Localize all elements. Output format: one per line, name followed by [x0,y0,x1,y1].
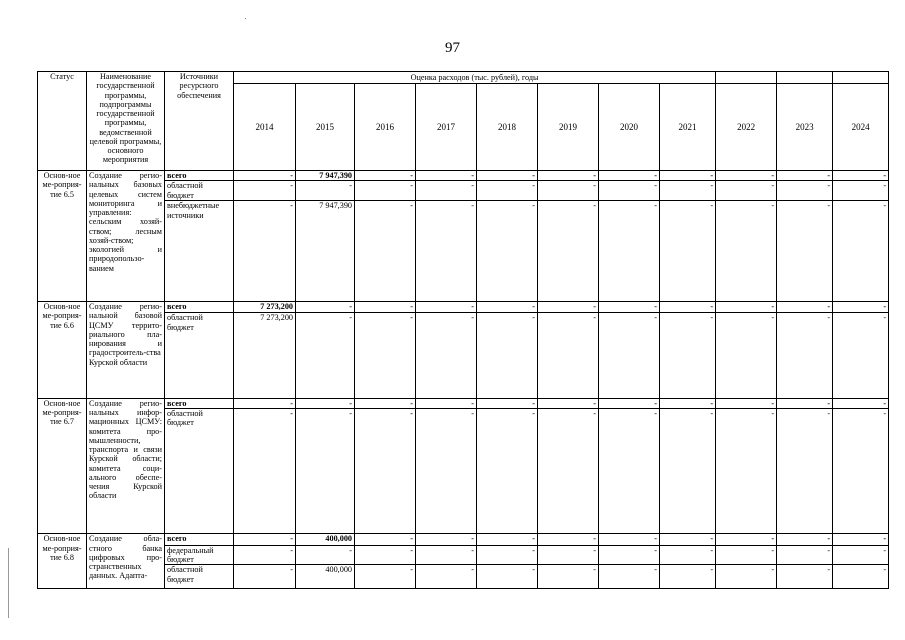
value-cell-2015: 7 947,390 [296,201,355,302]
value-cell-2024: - [833,565,889,589]
value-cell-2023: - [777,565,833,589]
value-cell-2023: - [777,181,833,201]
year-header-2015: 2015 [296,84,355,171]
value-cell-2020: - [599,565,660,589]
value-cell-2018: - [477,545,538,565]
value-cell-2019: - [538,409,599,534]
expense-table [37,71,889,589]
value-cell-2021: - [660,398,716,408]
value-cell-2016: - [355,409,416,534]
value-cell-2016: - [355,565,416,589]
header-blank-cell [833,72,889,84]
value-cell-2022: - [716,545,777,565]
table-row [38,181,889,201]
value-cell-2014: - [234,398,296,408]
table-row [38,534,889,545]
status-cell: Основ-ное ме-роприя-тие 6.6 [38,302,87,399]
value-cell-2022: - [716,313,777,399]
value-cell-2024: - [833,171,889,181]
value-cell-2015: - [296,181,355,201]
value-cell-2015: 400,000 [296,565,355,589]
value-cell-2020: - [599,534,660,545]
value-cell-2014: - [234,409,296,534]
value-cell-2014: - [234,565,296,589]
value-cell-2022: - [716,565,777,589]
value-cell-2022: - [716,302,777,313]
year-header-2016: 2016 [355,84,416,171]
value-cell-2020: - [599,171,660,181]
scan-speck [245,18,246,19]
value-cell-2014: 7 273,200 [234,302,296,313]
source-cell: федеральный бюджет [165,545,234,565]
value-cell-2015: 400,000 [296,534,355,545]
value-cell-2020: - [599,201,660,302]
value-cell-2020: - [599,302,660,313]
value-cell-2018: - [477,409,538,534]
value-cell-2019: - [538,201,599,302]
value-cell-2022: - [716,409,777,534]
header-sources: Источники ресурсного обеспечения [165,72,234,171]
value-cell-2021: - [660,302,716,313]
value-cell-2014: - [234,181,296,201]
source-cell: всего [165,302,234,313]
value-cell-2021: - [660,409,716,534]
value-cell-2018: - [477,302,538,313]
value-cell-2023: - [777,313,833,399]
value-cell-2016: - [355,398,416,408]
value-cell-2024: - [833,313,889,399]
value-cell-2018: - [477,171,538,181]
value-cell-2024: - [833,181,889,201]
value-cell-2015: - [296,313,355,399]
source-cell: областной бюджет [165,565,234,589]
value-cell-2021: - [660,545,716,565]
value-cell-2017: - [416,565,477,589]
value-cell-2020: - [599,181,660,201]
value-cell-2020: - [599,409,660,534]
scan-margin-line [8,548,9,618]
value-cell-2024: - [833,201,889,302]
value-cell-2017: - [416,398,477,408]
value-cell-2017: - [416,171,477,181]
source-cell: всего [165,534,234,545]
value-cell-2022: - [716,201,777,302]
source-cell: внебюджетные источники [165,201,234,302]
table-row [38,201,889,302]
value-cell-2016: - [355,171,416,181]
header-blank-cell [777,72,833,84]
value-cell-2021: - [660,201,716,302]
measure-name-cell: Создание обла-стного банка цифровых про-странственных данных. Адапта- [87,534,165,589]
year-header-2022: 2022 [716,84,777,171]
value-cell-2016: - [355,545,416,565]
value-cell-2019: - [538,313,599,399]
status-cell: Основ-ное ме-роприя-тие 6.5 [38,171,87,302]
value-cell-2024: - [833,409,889,534]
table-row [38,565,889,589]
source-cell: всего [165,398,234,408]
value-cell-2015: - [296,545,355,565]
value-cell-2019: - [538,565,599,589]
header-status: Статус [38,72,87,171]
header-blank-cell [716,72,777,84]
value-cell-2017: - [416,534,477,545]
value-cell-2016: - [355,201,416,302]
value-cell-2022: - [716,534,777,545]
value-cell-2015: - [296,302,355,313]
status-cell: Основ-ное ме-роприя-тие 6.8 [38,534,87,589]
value-cell-2020: - [599,313,660,399]
year-header-2014: 2014 [234,84,296,171]
value-cell-2022: - [716,398,777,408]
value-cell-2018: - [477,181,538,201]
table-row [38,302,889,313]
measure-name-cell: Создание регио-нальной базовой ЦСМУ террито-риального пла-нирования и градостроитель-ства Курской области [87,302,165,399]
value-cell-2022: - [716,181,777,201]
value-cell-2024: - [833,545,889,565]
source-cell: всего [165,171,234,181]
value-cell-2019: - [538,171,599,181]
year-header-2021: 2021 [660,84,716,171]
value-cell-2015: - [296,398,355,408]
value-cell-2018: - [477,565,538,589]
table-row [38,545,889,565]
table-body [38,171,889,589]
value-cell-2024: - [833,302,889,313]
value-cell-2015: - [296,409,355,534]
value-cell-2014: - [234,534,296,545]
value-cell-2017: - [416,545,477,565]
value-cell-2021: - [660,534,716,545]
value-cell-2024: - [833,398,889,408]
value-cell-2016: - [355,302,416,313]
value-cell-2018: - [477,398,538,408]
value-cell-2023: - [777,545,833,565]
year-header-2020: 2020 [599,84,660,171]
page-number: 97 [445,40,460,56]
year-header-2024: 2024 [833,84,889,171]
value-cell-2017: - [416,302,477,313]
value-cell-2023: - [777,201,833,302]
table-row [38,313,889,399]
measure-name-cell: Создание регио-нальных базовых целевых систем мониторинга и управления: сельским хозяй-ством; лесным хозяй-ством; экологией и природопользо-ванием [87,171,165,302]
value-cell-2014: 7 273,200 [234,313,296,399]
table-row [38,409,889,534]
header-name: Наименование государственной программы, подпрограммы государственной программы, ведомственной целевой программы, основного мероприятия [87,72,165,171]
value-cell-2024: - [833,534,889,545]
table-row [38,398,889,408]
year-header-2019: 2019 [538,84,599,171]
value-cell-2019: - [538,181,599,201]
source-cell: областной бюджет [165,181,234,201]
value-cell-2021: - [660,181,716,201]
value-cell-2016: - [355,534,416,545]
value-cell-2014: - [234,545,296,565]
value-cell-2018: - [477,201,538,302]
value-cell-2016: - [355,313,416,399]
value-cell-2019: - [538,398,599,408]
measure-name-cell: Создание регио-нальных инфор-мационных ЦСМУ: комитета про-мышленности, транспорта и связи Курской области; комитета соци-ального обеспе-чения Курской области [87,398,165,534]
value-cell-2017: - [416,313,477,399]
value-cell-2019: - [538,545,599,565]
value-cell-2021: - [660,171,716,181]
status-cell: Основ-ное ме-роприя-тие 6.7 [38,398,87,534]
year-header-2018: 2018 [477,84,538,171]
value-cell-2014: - [234,171,296,181]
value-cell-2021: - [660,313,716,399]
value-cell-2021: - [660,565,716,589]
value-cell-2022: - [716,171,777,181]
source-cell: областной бюджет [165,313,234,399]
value-cell-2017: - [416,181,477,201]
value-cell-2015: 7 947,390 [296,171,355,181]
value-cell-2023: - [777,534,833,545]
value-cell-2023: - [777,171,833,181]
value-cell-2017: - [416,201,477,302]
value-cell-2023: - [777,398,833,408]
value-cell-2020: - [599,398,660,408]
value-cell-2018: - [477,534,538,545]
year-header-2023: 2023 [777,84,833,171]
value-cell-2019: - [538,534,599,545]
value-cell-2020: - [599,545,660,565]
value-cell-2023: - [777,302,833,313]
value-cell-2016: - [355,181,416,201]
source-cell: областной бюджет [165,409,234,534]
value-cell-2018: - [477,313,538,399]
year-header-2017: 2017 [416,84,477,171]
value-cell-2017: - [416,409,477,534]
value-cell-2023: - [777,409,833,534]
value-cell-2014: - [234,201,296,302]
table-row [38,171,889,181]
header-estimate: Оценка расходов (тыс. рублей), годы [234,72,716,84]
value-cell-2019: - [538,302,599,313]
